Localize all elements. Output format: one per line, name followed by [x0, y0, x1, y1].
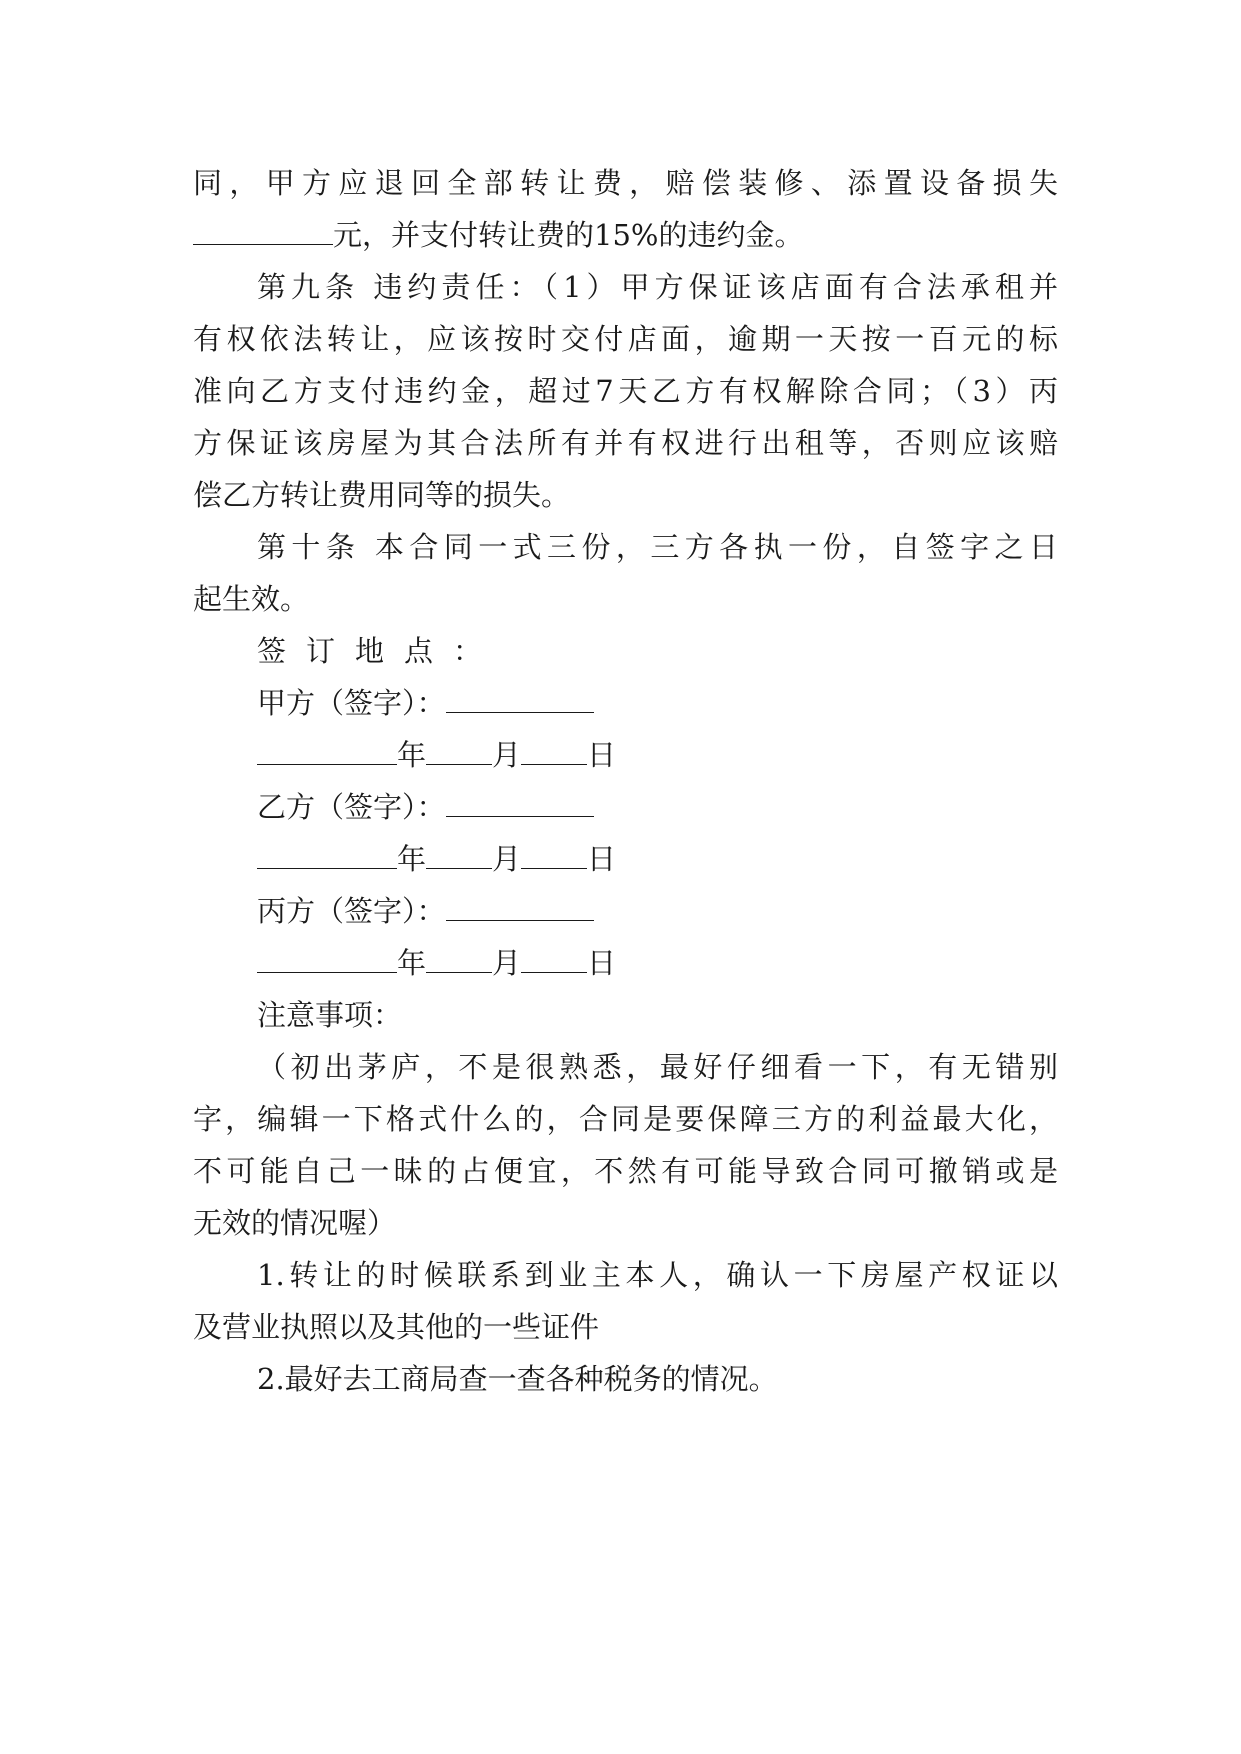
note-line: 字，编辑一下格式什么的，合同是要保障三方的利益最大化，: [193, 1102, 1058, 1136]
paragraph-line: [193, 210, 803, 260]
note-line: 不可能自己一昧的占便宜，不然有可能导致合同可撤销或是: [193, 1154, 1058, 1188]
month-label: 月: [492, 946, 522, 980]
signing-place-label: 签订地点：: [257, 634, 503, 668]
note-line: （初出茅庐，不是很熟悉，最好仔细看一下，有无错别: [257, 1050, 1058, 1084]
day-label: 日: [587, 946, 617, 980]
day-blank: [521, 938, 587, 973]
party-a-label: 甲方（签字）：: [257, 686, 446, 720]
note-line: 及营业执照以及其他的一些证件: [193, 1310, 600, 1344]
year-blank: [257, 938, 397, 973]
paragraph-line: 起生效。: [193, 582, 310, 616]
signature-blank: [446, 678, 594, 713]
note-line: 无效的情况喔）: [193, 1206, 397, 1240]
paragraph-line: 偿乙方转让费用同等的损失。: [193, 478, 571, 512]
month-label: 月: [492, 842, 522, 876]
party-c-signature: [257, 886, 594, 936]
party-b-label: 乙方（签字）：: [257, 790, 446, 824]
day-blank: [521, 730, 587, 765]
party-b-date: [257, 834, 616, 884]
note-line: 1.转让的时候联系到业主本人，确认一下房屋产权证以: [257, 1258, 1058, 1292]
month-blank: [426, 834, 492, 869]
month-blank: [426, 938, 492, 973]
paragraph-line: 方保证该房屋为其合法所有并有权进行出租等，否则应该赔: [193, 426, 1058, 460]
signature-blank: [446, 782, 594, 817]
year-label: 年: [397, 738, 427, 772]
year-blank: [257, 834, 397, 869]
note-line: 2.最好去工商局查一查各种税务的情况。: [257, 1362, 778, 1396]
day-blank: [521, 834, 587, 869]
paragraph-line: 有权依法转让，应该按时交付店面，逾期一天按一百元的标: [193, 322, 1058, 356]
paragraph-text: 元，并支付转让费的15%的违约金。: [333, 218, 804, 252]
year-label: 年: [397, 842, 427, 876]
year-blank: [257, 730, 397, 765]
party-a-date: [257, 730, 616, 780]
day-label: 日: [587, 842, 617, 876]
paragraph-line: 第九条 违约责任：（1）甲方保证该店面有合法承租并: [257, 270, 1058, 304]
paragraph-line: 同，甲方应退回全部转让费，赔偿装修、添置设备损失: [193, 166, 1058, 200]
paragraph-line: 准向乙方支付违约金，超过7天乙方有权解除合同；（3）丙: [193, 374, 1058, 408]
paragraph-line: 第十条 本合同一式三份，三方各执一份，自签字之日: [257, 530, 1058, 564]
day-label: 日: [587, 738, 617, 772]
year-label: 年: [397, 946, 427, 980]
blank-underline: [193, 210, 333, 245]
month-label: 月: [492, 738, 522, 772]
party-a-signature: [257, 678, 594, 728]
party-b-signature: [257, 782, 594, 832]
month-blank: [426, 730, 492, 765]
notes-title: 注意事项：: [257, 998, 403, 1032]
signature-blank: [446, 886, 594, 921]
party-c-label: 丙方（签字）：: [257, 894, 446, 928]
party-c-date: [257, 938, 616, 988]
